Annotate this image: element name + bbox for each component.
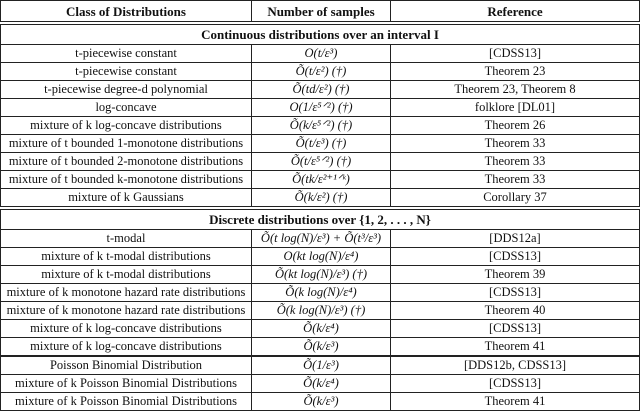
samples-cell: Õ(td/ε²) (†) [252, 81, 391, 99]
class-cell: Poisson Binomial Distribution [1, 356, 252, 375]
class-cell: mixture of t bounded k-monotone distributions [1, 171, 252, 189]
reference-cell: [CDSS13] [391, 375, 640, 393]
table-row [1, 230, 640, 248]
section-header-row [1, 23, 640, 45]
reference-cell: Theorem 41 [391, 338, 640, 357]
samples-cell: O(t/ε³) [252, 45, 391, 63]
samples-cell: Õ(k log(N)/ε⁴) [252, 284, 391, 302]
table-row [1, 266, 640, 284]
class-cell: mixture of k monotone hazard rate distributions [1, 284, 252, 302]
table-row [1, 375, 640, 393]
class-cell: t-modal [1, 230, 252, 248]
section-header-row [1, 208, 640, 230]
class-cell: mixture of t bounded 2-monotone distributions [1, 153, 252, 171]
samples-cell: Õ(t/ε²) (†) [252, 63, 391, 81]
class-cell: t-piecewise degree-d polynomial [1, 81, 252, 99]
reference-cell: [DDS12a] [391, 230, 640, 248]
reference-cell: [DDS12b, CDSS13] [391, 356, 640, 375]
table-row [1, 81, 640, 99]
table-row [1, 356, 640, 375]
samples-cell: Õ(t/ε³) (†) [252, 135, 391, 153]
reference-cell: [CDSS13] [391, 284, 640, 302]
samples-cell: Õ(t/ε⁵ᐟ²) (†) [252, 153, 391, 171]
samples-cell: Õ(kt log(N)/ε³) (†) [252, 266, 391, 284]
samples-cell: Õ(k log(N)/ε³) (†) [252, 302, 391, 320]
class-cell: mixture of k log-concave distributions [1, 117, 252, 135]
samples-cell: Õ(k/ε⁴) [252, 320, 391, 338]
reference-cell: [CDSS13] [391, 248, 640, 266]
samples-cell: Õ(k/ε³) [252, 338, 391, 357]
reference-cell: Theorem 33 [391, 171, 640, 189]
reference-cell: [CDSS13] [391, 45, 640, 63]
samples-cell: Õ(tk/ε²⁺¹ᐟᵏ) [252, 171, 391, 189]
reference-cell: Theorem 39 [391, 266, 640, 284]
class-cell: log-concave [1, 99, 252, 117]
table-row [1, 189, 640, 209]
table-row [1, 63, 640, 81]
class-cell: mixture of k t-modal distributions [1, 248, 252, 266]
table-row [1, 45, 640, 63]
header-row [1, 1, 640, 24]
class-cell: mixture of k Poisson Binomial Distributions [1, 393, 252, 411]
table-row [1, 320, 640, 338]
samples-cell: Õ(k/ε⁴) [252, 375, 391, 393]
reference-cell: Theorem 33 [391, 153, 640, 171]
samples-cell: Õ(1/ε³) [252, 356, 391, 375]
class-cell: mixture of k t-modal distributions [1, 266, 252, 284]
reference-cell: folklore [DL01] [391, 99, 640, 117]
table-row [1, 248, 640, 266]
samples-cell: Õ(k/ε³) [252, 393, 391, 411]
reference-cell: Theorem 23 [391, 63, 640, 81]
table-row [1, 284, 640, 302]
reference-cell: Theorem 23, Theorem 8 [391, 81, 640, 99]
class-cell: mixture of k Gaussians [1, 189, 252, 209]
samples-cell: Õ(t log(N)/ε³) + Õ(t³/ε³) [252, 230, 391, 248]
section-title: Continuous distributions over an interval I [1, 23, 640, 45]
class-cell: mixture of t bounded 1-monotone distributions [1, 135, 252, 153]
samples-cell: Õ(k/ε²) (†) [252, 189, 391, 209]
class-cell: mixture of k log-concave distributions [1, 320, 252, 338]
class-cell: mixture of k monotone hazard rate distributions [1, 302, 252, 320]
table-row [1, 338, 640, 357]
class-cell: t-piecewise constant [1, 63, 252, 81]
reference-cell: Theorem 41 [391, 393, 640, 411]
reference-cell: [CDSS13] [391, 320, 640, 338]
class-cell: t-piecewise constant [1, 45, 252, 63]
header-samples: Number of samples [252, 1, 391, 24]
reference-cell: Theorem 33 [391, 135, 640, 153]
reference-cell: Theorem 40 [391, 302, 640, 320]
table-body [1, 23, 640, 411]
header-reference: Reference [391, 1, 640, 24]
table-row [1, 393, 640, 411]
reference-cell: Corollary 37 [391, 189, 640, 209]
class-cell: mixture of k Poisson Binomial Distributions [1, 375, 252, 393]
table-row [1, 99, 640, 117]
table-row [1, 153, 640, 171]
table-row [1, 171, 640, 189]
section-title: Discrete distributions over {1, 2, . . . , N} [1, 208, 640, 230]
table-row [1, 117, 640, 135]
reference-cell: Theorem 26 [391, 117, 640, 135]
header-class: Class of Distributions [1, 1, 252, 24]
samples-cell: Õ(k/ε⁵ᐟ²) (†) [252, 117, 391, 135]
table-row [1, 135, 640, 153]
class-cell: mixture of k log-concave distributions [1, 338, 252, 357]
samples-cell: O(1/ε⁵ᐟ²) (†) [252, 99, 391, 117]
table-row [1, 302, 640, 320]
samples-cell: O(kt log(N)/ε⁴) [252, 248, 391, 266]
